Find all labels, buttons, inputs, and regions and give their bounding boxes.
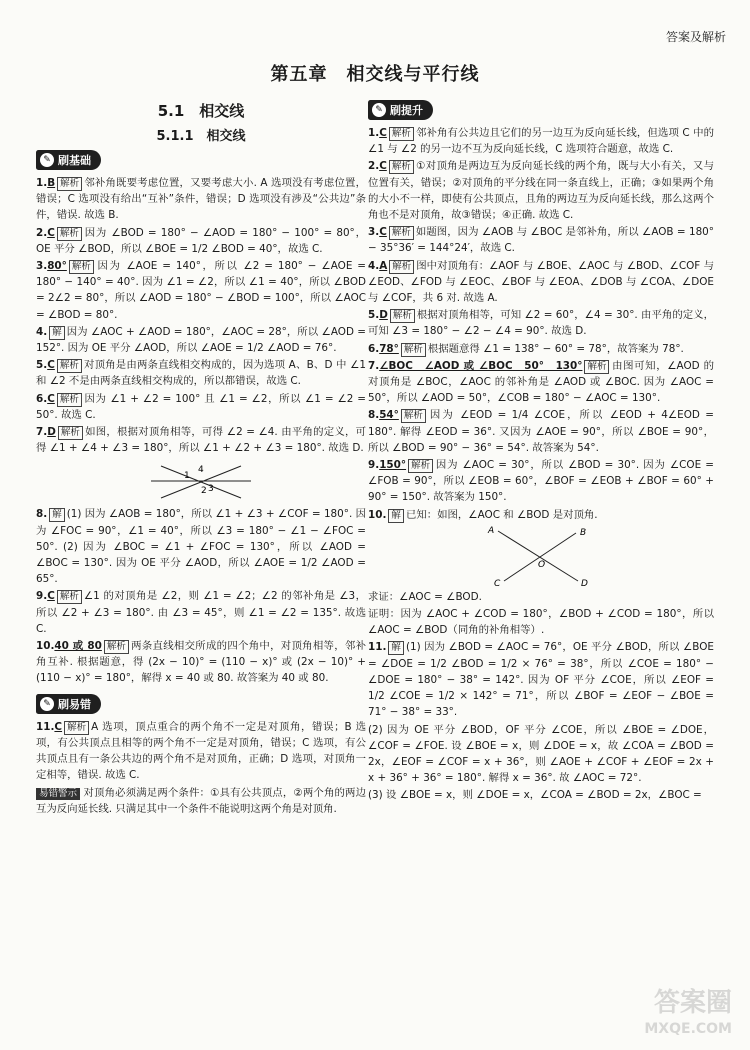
item-answer: C bbox=[379, 226, 387, 239]
answer-item bbox=[368, 307, 714, 339]
fig7-label-4: 4 bbox=[198, 465, 204, 476]
item-text: ∠1 的对顶角是 ∠2，则 ∠1 = ∠2；∠2 的邻补角是 ∠3，所以 ∠2 + ∠3 = 180°. 由 ∠3 = 45°，则 ∠1 = ∠2 = 135°. 故选 C. bbox=[36, 590, 366, 635]
item-tag: 解析 bbox=[401, 409, 426, 423]
item-number: 5. bbox=[368, 309, 380, 322]
fig10-label-b: B bbox=[580, 527, 587, 538]
item-text: 求证：∠AOC = ∠BOD. bbox=[368, 590, 482, 603]
item-answer: C bbox=[47, 359, 55, 372]
answer-item bbox=[368, 507, 714, 523]
item-number: 10. bbox=[36, 640, 55, 653]
item-text: 因为 ∠AOC + ∠AOD = 180°，∠AOC = 28°，所以 ∠AOD = 152°. 因为 OE 平分 ∠AOD，所以 ∠AOE = 1/2 ∠AOD = 76°. bbox=[36, 325, 366, 355]
answer-item bbox=[36, 225, 366, 257]
item-answer: B bbox=[47, 177, 56, 189]
item-answer: A bbox=[379, 259, 388, 272]
answer-item bbox=[36, 424, 366, 456]
item-text: 如题图，因为 ∠AOB 与 ∠BOC 是邻补角，所以 ∠AOB = 180° − 35°36′ = 144°24′，故选 C. bbox=[368, 226, 714, 255]
item-text: ①对顶角是两边互为反向延长线的两个角，既与大小有关，又与位置有关，错误；②对顶角的平分线在同一条直线上，正确；③如果两个角的大小不一样，即使有公共顶点，且角的两边互为反向延长线，那么这两个角也不是对顶角，故③错误；④正确. 故选 C. bbox=[368, 160, 714, 222]
item-answer: C bbox=[379, 127, 387, 139]
answer-item bbox=[368, 606, 714, 638]
item-tag: 解 bbox=[388, 641, 404, 655]
answer-list bbox=[368, 589, 714, 804]
item-number: 3. bbox=[36, 260, 48, 273]
item-text: 两条直线相交所成的四个角中，对顶角相等，邻补角互补. 根据题意，得 (2x − 10)° = (110 − x)° 或 (2x − 10)° + (110 − x)° = 180°，解得 x = 40 或 80. 故答案为 40 或 80. bbox=[36, 640, 366, 685]
item-number: 6. bbox=[368, 342, 380, 355]
badge-error-prone bbox=[36, 694, 101, 714]
subsection-title: 5.1.1 相交线 bbox=[156, 129, 246, 144]
item-answer: D bbox=[47, 426, 56, 439]
item-text: (1) 因为 ∠BOD = ∠AOC = 76°，OE 平分 ∠BOD，所以 ∠BOE = ∠DOE = 1/2 ∠BOD = 1/2 × 76° = 38°，所以 ∠COE = 180° − ∠DOE = 180° − 38° = 142°. 因为 OF 平分 ∠COE，所以 ∠EOF = 1/2 ∠COE = 1/2 × 142° = 71°，所以 ∠BOF = ∠EOF − ∠BOE = 71° − 38° = 33°. bbox=[368, 641, 714, 719]
item-text: 如图，根据对顶角相等，可得 ∠2 = ∠4. 由平角的定义，可得 ∠1 + ∠4 + ∠3 = 180°，所以 ∠1 + ∠2 + ∠3 = 180°. 故选 D. bbox=[36, 426, 366, 455]
answer-list bbox=[368, 125, 714, 523]
pen-icon: ✎ bbox=[40, 697, 54, 711]
chapter-title: 第五章 相交线与平行线 bbox=[270, 64, 480, 85]
fig10-label-a: A bbox=[488, 525, 495, 536]
item-number: 9. bbox=[368, 459, 380, 472]
item-answer: C bbox=[379, 160, 387, 173]
fig7-label-3: 3 bbox=[208, 484, 214, 495]
item-tag: 解 bbox=[49, 326, 65, 340]
item-tag: 解析 bbox=[57, 177, 82, 191]
item-text: 邻补角有公共边且它们的另一边互为反向延长线，但选项 C 中的 ∠1 与 ∠2 的另一边不互为反向延长线，C 选项符合题意，故选 C. bbox=[368, 127, 714, 156]
item-number: 11. bbox=[368, 641, 387, 654]
item-tag: 解析 bbox=[57, 227, 82, 241]
item-answer: C bbox=[47, 226, 55, 239]
fig7-label-2: 2 bbox=[201, 486, 207, 497]
badge-advanced bbox=[368, 100, 433, 120]
answer-list bbox=[36, 506, 366, 686]
answer-item bbox=[368, 639, 714, 720]
answer-item bbox=[36, 357, 366, 389]
answer-item bbox=[368, 158, 714, 223]
item-tag: 解析 bbox=[389, 127, 414, 141]
answer-item bbox=[368, 589, 714, 605]
item-tag: 解析 bbox=[57, 393, 82, 407]
item-text: 根据对顶角相等，可知 ∠2 = 60°，∠4 = 30°. 由平角的定义，可知 ∠3 = 180° − ∠2 − ∠4 = 90°. 故选 D. bbox=[368, 309, 714, 338]
warning-text: 对顶角必须满足两个条件：①具有公共顶点，②两个角的两边互为反向延长线. 只满足其中一个条件不能说明这两个角是对顶角. bbox=[36, 786, 366, 815]
item-tag: 解 bbox=[49, 508, 65, 522]
item-text: 证明：因为 ∠AOC + ∠COD = 180°，∠BOD + ∠COD = 180°，所以 ∠AOC = ∠BOD（同角的补角相等）. bbox=[368, 608, 714, 637]
right-column bbox=[368, 92, 714, 805]
fig10-vertical-angles bbox=[486, 525, 596, 587]
badge-label: 刷基础 bbox=[58, 154, 91, 167]
fig7-label-1: 1 bbox=[184, 471, 190, 482]
answer-item bbox=[36, 588, 366, 637]
answer-item bbox=[368, 341, 714, 357]
item-number: 8. bbox=[36, 508, 48, 521]
answer-list bbox=[36, 719, 366, 784]
item-number: 2. bbox=[36, 226, 48, 239]
item-number: 3. bbox=[368, 226, 380, 239]
page-header-label: 答案及解析 bbox=[665, 30, 726, 44]
item-tag: 解析 bbox=[389, 226, 414, 240]
answer-item bbox=[368, 224, 714, 256]
item-text: 由图可知，∠AOD 的对顶角是 ∠BOC，∠AOC 的邻补角是 ∠AOD 或 ∠BOC. 因为 ∠AOC = 50°，所以 ∠AOD = 50°，∠COB = 180° − ∠AOC = 130°. bbox=[368, 359, 714, 405]
item-answer: C bbox=[47, 392, 55, 405]
answer-item bbox=[368, 358, 714, 407]
answer-item bbox=[368, 258, 714, 307]
item-tag: 解析 bbox=[58, 426, 83, 440]
answer-list bbox=[36, 175, 366, 456]
answer-item bbox=[36, 175, 366, 224]
fig7-intersecting-lines bbox=[146, 458, 256, 504]
item-number: 8. bbox=[368, 409, 380, 422]
item-answer: C bbox=[47, 590, 55, 603]
item-answer: D bbox=[379, 309, 388, 322]
item-number: 11. bbox=[36, 720, 55, 733]
item-answer: C bbox=[54, 720, 63, 733]
item-answer: 150° bbox=[379, 459, 407, 472]
item-number: 4. bbox=[36, 325, 48, 338]
fig10-label-c: C bbox=[494, 578, 501, 587]
item-number: 7. bbox=[368, 359, 380, 372]
section-title: 5.1 相交线 bbox=[157, 102, 245, 120]
item-tag: 解析 bbox=[389, 160, 414, 174]
item-answer: ∠BOC ∠AOD 或 ∠BOC 50° 130° bbox=[379, 359, 583, 372]
badge-basic bbox=[36, 150, 101, 170]
item-number: 7. bbox=[36, 426, 48, 439]
item-number: 6. bbox=[36, 392, 48, 405]
item-text: 图中对顶角有：∠AOF 与 ∠BOE、∠AOC 与 ∠BOD、∠COF 与 ∠EOD、∠FOD 与 ∠EOC、∠BOF 与 ∠EOA、∠DOB 与 ∠COA、∠DOE 与 ∠COF，共 6 对. 故选 A. bbox=[368, 259, 714, 305]
item-tag: 解析 bbox=[390, 309, 415, 323]
item-tag: 解析 bbox=[57, 359, 82, 373]
item-answer: 78° bbox=[379, 342, 399, 355]
item-number: 10. bbox=[368, 508, 387, 521]
item-text: 对顶角是由两条直线相交构成的，因为选项 A、B、D 中 ∠1 和 ∠2 不是由两条直线相交构成的，所以都错误，故选 C. bbox=[36, 359, 366, 388]
answer-item bbox=[36, 506, 366, 587]
item-tag: 解析 bbox=[104, 640, 129, 654]
answer-item bbox=[36, 638, 366, 687]
item-tag: 解析 bbox=[389, 260, 414, 274]
item-number: 4. bbox=[368, 259, 380, 272]
item-tag: 解 bbox=[388, 509, 404, 523]
item-tag: 解析 bbox=[64, 721, 89, 735]
item-text: 因为 ∠EOD = 1/4 ∠COE，所以 ∠EOD + 4∠EOD = 180°. 解得 ∠EOD = 36°. 又因为 ∠AOE = 90°，所以 ∠BOE = 90°，所以 ∠BOD = 90° − 36° = 54°. 故答案为 54°. bbox=[368, 409, 714, 454]
item-text: 因为 ∠BOD = 180° − ∠AOD = 180° − 100° = 80°，OE 平分 ∠BOD，所以 ∠BOE = 1/2 ∠BOD = 40°，故选 C. bbox=[36, 226, 366, 255]
answer-item bbox=[36, 391, 366, 423]
badge-label: 刷易错 bbox=[58, 697, 91, 711]
item-tag: 解析 bbox=[69, 260, 94, 274]
item-number: 1. bbox=[368, 127, 380, 139]
left-column bbox=[36, 92, 366, 818]
item-text: 因为 ∠AOE = 140°，所以 ∠2 = 180° − ∠AOE = 180° − 140° = 40°. 因为 ∠1 = ∠2，所以 ∠1 = 40°，所以 ∠BOD = 2∠2 = 80°，所以 ∠AOD = 180° − ∠BOD = 100°，所以 ∠AOC = ∠BOD = 80°. bbox=[36, 260, 366, 321]
answer-item bbox=[368, 125, 714, 157]
item-answer: 54° bbox=[379, 409, 399, 422]
badge-label: 刷提升 bbox=[390, 104, 423, 117]
item-text: 因为 ∠1 + ∠2 = 100° 且 ∠1 = ∠2，所以 ∠1 = ∠2 = 50°. 故选 C. bbox=[36, 392, 366, 421]
item-text: 根据题意得 ∠1 = 138° − 60° = 78°，故答案为 78°. bbox=[427, 342, 684, 355]
warning-note bbox=[36, 785, 366, 817]
item-text: 邻补角既要考虑位置，又要考虑大小. A 选项没有考虑位置，错误；C 选项没有给出“互补”条件，错误；D 选项没有涉及“公共边”条件，错误. 故选 B. bbox=[36, 177, 366, 222]
answer-item bbox=[368, 407, 714, 456]
item-tag: 解析 bbox=[584, 360, 609, 374]
fig10-label-o: O bbox=[538, 559, 546, 570]
item-tag: 解析 bbox=[401, 343, 426, 357]
item-answer: 80° bbox=[47, 260, 67, 273]
fig10-label-d: D bbox=[581, 578, 588, 587]
item-number: 9. bbox=[36, 590, 48, 603]
item-tag: 解析 bbox=[57, 590, 82, 604]
answer-item bbox=[368, 722, 714, 787]
watermark-logo: 答案圈 MXQE.COM bbox=[644, 988, 732, 1037]
pen-icon: ✎ bbox=[372, 103, 386, 117]
answer-item bbox=[36, 258, 366, 323]
item-number: 5. bbox=[36, 359, 48, 372]
answer-item bbox=[36, 324, 366, 356]
item-text: 因为 ∠AOC = 30°，所以 ∠BOD = 30°. 因为 ∠COE = ∠FOB = 90°，所以 ∠EOB = 60°，∠BOF = ∠EOB + ∠BOF = 60° + 90° = 150°. 故答案为 150°. bbox=[368, 459, 714, 504]
pen-icon: ✎ bbox=[40, 153, 54, 167]
item-text: (1) 因为 ∠AOB = 180°，所以 ∠1 + ∠3 + ∠COF = 180°. 因为 ∠FOC = 90°，∠1 = 40°，所以 ∠3 = 180° − ∠1 − ∠FOC = 50°. (2) 因为 ∠BOC = ∠1 + ∠FOC = 130°，所以 ∠AOD = ∠BOC = 130°. 因为 OE 平分 ∠AOD，所以 ∠AOE = 1/2 ∠AOD = 65°. bbox=[36, 508, 366, 586]
item-number: 2. bbox=[368, 160, 380, 173]
item-text: (3) 设 ∠BOE = x，则 ∠DOE = x，∠COA = ∠BOD = 2x，∠BOC = bbox=[368, 789, 702, 802]
item-text: A 选项，顶点重合的两个角不一定是对顶角，错误；B 选项，有公共顶点且相等的两个角不一定是对顶角，错误；C 选项，有公共顶点且有一条公共边的两个角不是对顶角，正确；D 选项，对顶角一定相等，错误. 故选 C. bbox=[36, 720, 366, 782]
item-text: 已知：如图，∠AOC 和 ∠BOD 是对顶角. bbox=[405, 508, 598, 521]
warning-label: 易错警示 bbox=[36, 788, 80, 800]
item-tag: 解析 bbox=[408, 459, 433, 473]
answer-item bbox=[368, 457, 714, 506]
item-text: (2) 因为 OE 平分 ∠BOD，OF 平分 ∠COE，所以 ∠BOE = ∠DOE，∠COF = ∠FOE. 设 ∠BOE = x，则 ∠DOE = x，故 ∠COA = ∠BOD = 2x，∠EOF = ∠COF = x + 36°，则 ∠AOE + ∠COF + ∠EOF = 2x + x + 36° + 36° = 180°. 解得 x = 36°. 故 ∠AOC = 72°. bbox=[368, 723, 714, 785]
answer-item bbox=[368, 787, 714, 803]
item-answer: 40 或 80 bbox=[54, 640, 102, 653]
item-number: 1. bbox=[36, 177, 48, 189]
answer-item bbox=[36, 719, 366, 784]
